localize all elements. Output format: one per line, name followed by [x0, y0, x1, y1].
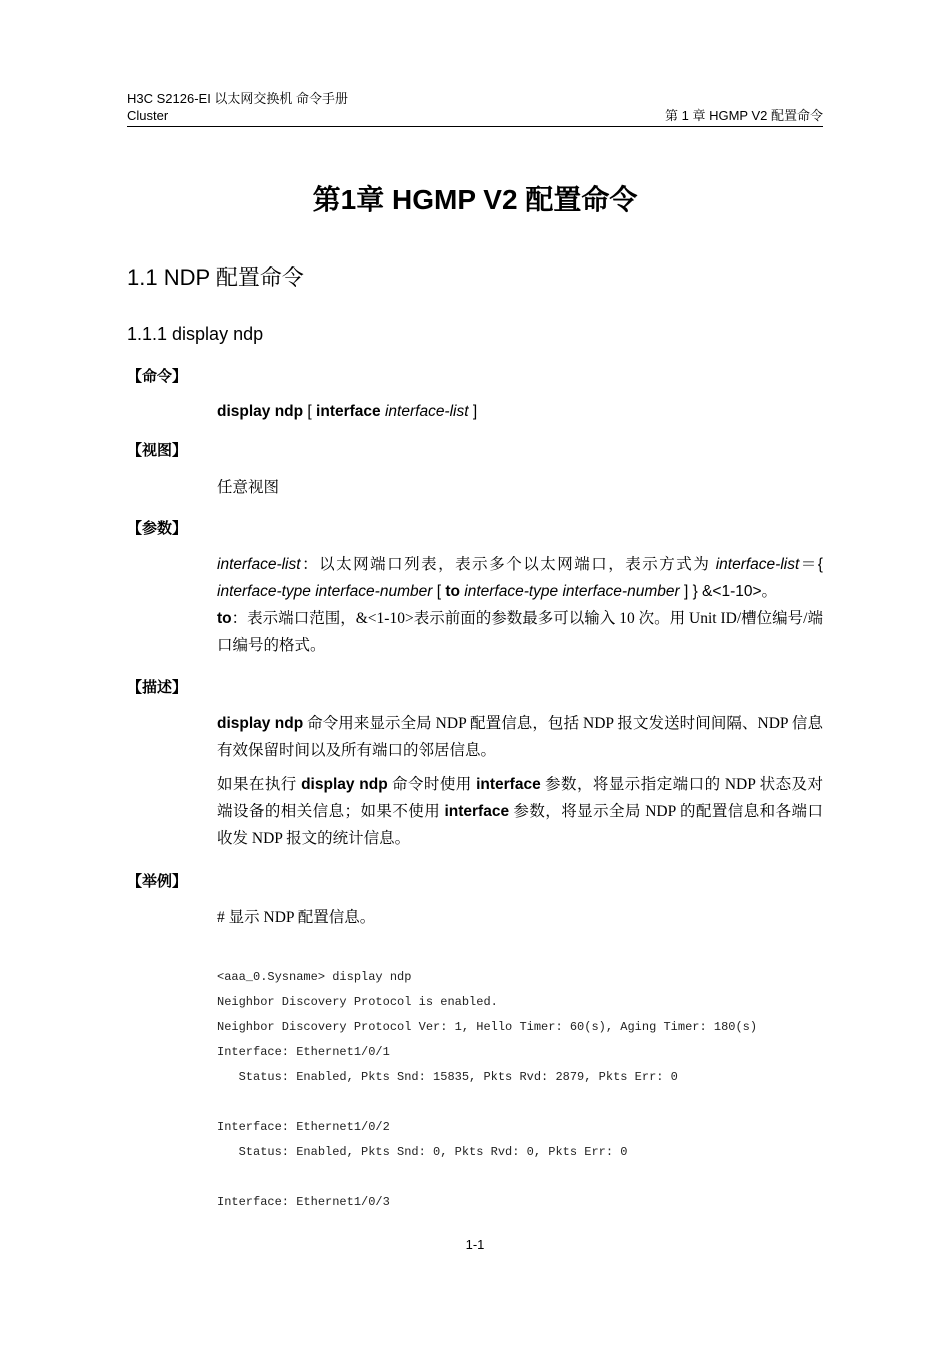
code-line: Neighbor Discovery Protocol is enabled.: [217, 995, 498, 1009]
label-params: 【参数】: [127, 520, 188, 537]
example-code-block: [217, 940, 830, 1215]
header-chapter: 第 1 章 HGMP V2 配置命令: [665, 108, 823, 123]
section-title: 1.1 NDP 配置命令: [127, 265, 304, 290]
label-view: 【视图】: [127, 442, 188, 459]
code-line: Status: Enabled, Pkts Snd: 0, Pkts Rvd: 0, Pkts Err: 0: [217, 1145, 628, 1159]
param-expr-open: [: [432, 583, 446, 600]
command-syntax: [217, 398, 823, 425]
desc-keyword-interface: interface: [476, 776, 541, 793]
header-module: Cluster: [127, 108, 169, 123]
desc-text-2d: 参数，将显示全局 NDP 的配置信息和各端口收发 NDP 报文的统计信息。: [217, 803, 823, 847]
chapter-title: 第1章 HGMP V2 配置命令: [312, 184, 638, 215]
label-example: 【举例】: [127, 873, 188, 890]
header-left: [127, 90, 348, 124]
desc-text-2a: 如果在执行: [217, 776, 302, 793]
code-line: Interface: Ethernet1/0/3: [217, 1195, 390, 1209]
code-line: Neighbor Discovery Protocol Ver: 1, Hello Timer: 60(s), Aging Timer: 180(s): [217, 1020, 758, 1034]
code-line: <aaa_0.Sysname> display ndp: [217, 970, 412, 984]
code-line: Interface: Ethernet1/0/2: [217, 1120, 390, 1134]
param-expr-tail: ] } &<1-10>。: [679, 583, 778, 600]
label-command: 【命令】: [127, 368, 188, 385]
code-line: [217, 1165, 830, 1190]
desc-keyword-display-ndp: display ndp: [217, 715, 304, 732]
desc-keyword-display-ndp-2: display ndp: [301, 776, 388, 793]
param-interface-list-desc: ：以太网端口列表，表示多个以太网端口，表示方式为: [300, 556, 716, 573]
param-to-desc: ：表示端口范围，&<1-10>表示前面的参数最多可以输入 10 次。用 Unit ID/槽位编号/端口编号的格式。: [217, 610, 823, 654]
subsection-title: 1.1.1 display ndp: [127, 324, 264, 344]
cmd-bracket-open: [: [303, 403, 317, 420]
desc-text-2b: 命令时使用: [387, 776, 477, 793]
cmd-keyword-display-ndp: display ndp: [217, 403, 304, 420]
param-expr-type-number: interface-type interface-number: [217, 583, 433, 600]
description-paragraph-2: [217, 771, 823, 852]
params-paragraph: [217, 551, 823, 659]
code-line: [217, 1090, 830, 1115]
running-header: [127, 90, 823, 127]
param-to: to: [217, 610, 232, 627]
desc-text-1: 命令用来显示全局 NDP 配置信息，包括 NDP 报文发送时间间隔、NDP 信息有效保留时间以及所有端口的邻居信息。: [217, 715, 823, 759]
cmd-bracket-close: ]: [468, 403, 478, 420]
label-description: 【描述】: [127, 679, 188, 696]
param-interface-list: interface-list: [217, 556, 301, 573]
page-number: 1-1: [465, 1237, 485, 1252]
header-product: H3C S2126-EI 以太网交换机 命令手册: [127, 91, 349, 106]
example-intro: # 显示 NDP 配置信息。: [217, 909, 376, 926]
description-paragraph-1: [217, 710, 823, 764]
param-expr-eq: ＝{: [799, 556, 823, 573]
cmd-keyword-interface: interface: [316, 403, 381, 420]
desc-keyword-interface-2: interface: [444, 803, 510, 820]
param-expr-to: to: [445, 583, 460, 600]
param-expr-type-number-2: interface-type interface-number: [464, 583, 680, 600]
param-expr-list: interface-list: [715, 556, 800, 573]
cmd-arg-interface-list: interface-list: [384, 403, 469, 420]
view-text: 任意视图: [217, 479, 280, 496]
desc-text-2c: 参数，将显示指定端口的 NDP 状态及对端设备的相关信息；如果不使用: [217, 776, 823, 820]
code-line: Status: Enabled, Pkts Snd: 15835, Pkts Rvd: 2879, Pkts Err: 0: [217, 1070, 678, 1084]
code-line: Interface: Ethernet1/0/1: [217, 1045, 390, 1059]
